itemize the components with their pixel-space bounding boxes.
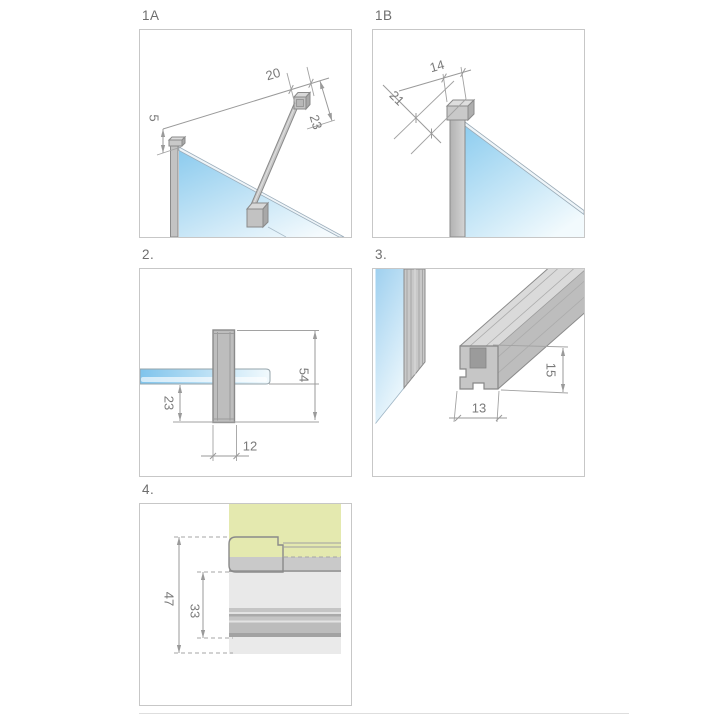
dim-15-label: 15 bbox=[543, 362, 559, 378]
glass-clamp bbox=[247, 203, 268, 227]
panel-1b bbox=[372, 29, 585, 238]
dimension-lines-2 bbox=[161, 331, 319, 462]
dim-21-label: 21 bbox=[386, 87, 408, 109]
panel-2-drawing bbox=[140, 269, 351, 476]
dimension-lines-4 bbox=[161, 537, 233, 653]
dim-20-label: 20 bbox=[263, 64, 283, 84]
panel-1a-label: 1A bbox=[142, 8, 160, 23]
next-row-partial-border bbox=[139, 713, 629, 716]
dim-54-label: 54 bbox=[296, 367, 312, 383]
dim-12-label: 12 bbox=[242, 438, 258, 454]
panel-3-drawing bbox=[373, 269, 584, 476]
glass-panel bbox=[465, 122, 584, 237]
dim-23-label: 23 bbox=[161, 395, 177, 411]
seal-profile bbox=[404, 269, 425, 388]
dim-5-label: 5 bbox=[146, 114, 162, 122]
panel-2 bbox=[139, 268, 352, 477]
panel-4-drawing bbox=[140, 504, 351, 705]
panel-1b-label: 1B bbox=[375, 8, 393, 23]
dim-14-label: 14 bbox=[427, 56, 447, 76]
stabilizer-bar bbox=[252, 101, 300, 206]
rail-profile bbox=[460, 269, 584, 389]
panel-3 bbox=[372, 268, 585, 477]
panel-1a-drawing bbox=[140, 30, 351, 237]
panel-1a bbox=[139, 29, 352, 238]
dim-23-label: 23 bbox=[306, 112, 326, 132]
wall-surface bbox=[229, 504, 341, 557]
panel-3-label: 3. bbox=[375, 247, 388, 262]
panel-4 bbox=[139, 503, 352, 706]
glass-panel bbox=[140, 369, 270, 384]
panel-2-label: 2. bbox=[142, 247, 155, 262]
rail-slot bbox=[470, 348, 486, 368]
glass-panel bbox=[376, 269, 405, 424]
panel-1b-drawing bbox=[373, 30, 584, 237]
dim-33-label: 33 bbox=[187, 603, 203, 619]
panel-4-label: 4. bbox=[142, 482, 155, 497]
dim-47-label: 47 bbox=[161, 591, 177, 607]
wall-bracket bbox=[294, 93, 310, 110]
glass-clamp bbox=[213, 330, 235, 423]
dim-13-label: 13 bbox=[471, 400, 487, 416]
